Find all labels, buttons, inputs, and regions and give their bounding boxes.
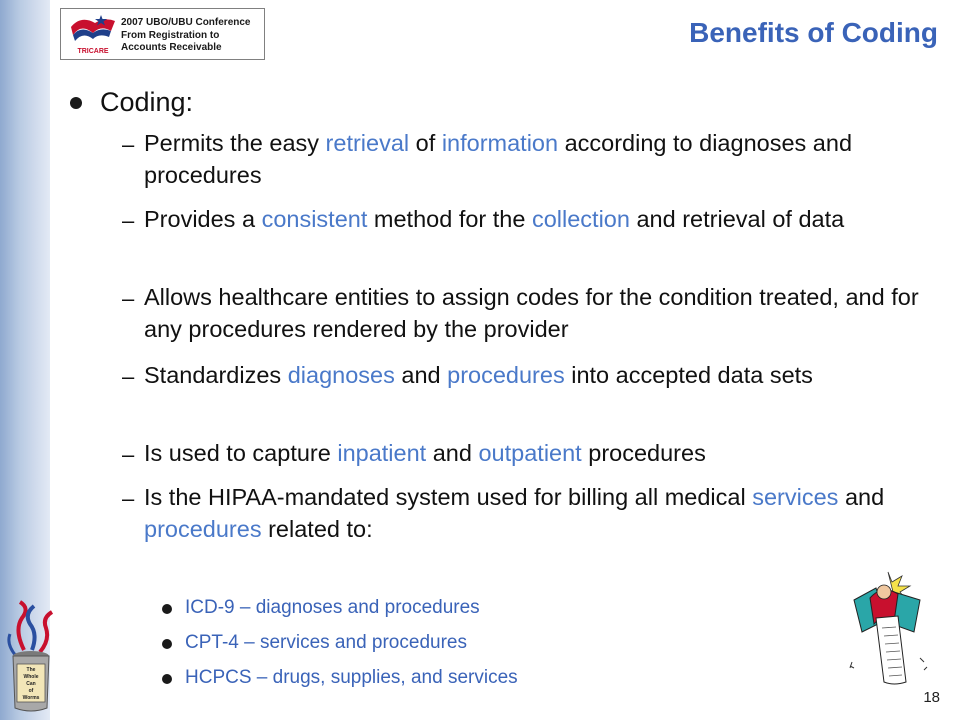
page-number: 18 (923, 689, 940, 706)
dash-marker: – (122, 486, 135, 511)
highlighted-term: consistent (261, 206, 368, 232)
dash-marker: – (122, 442, 135, 467)
highlighted-term: diagnoses (287, 362, 395, 388)
item-text: of (409, 130, 442, 156)
conference-line: From Registration to (121, 29, 220, 41)
item-text: and (426, 440, 479, 466)
long-list-clipart (836, 570, 936, 688)
benefit-item (144, 359, 934, 391)
conference-line: Accounts Receivable (121, 42, 222, 53)
highlighted-term: outpatient (478, 440, 582, 466)
can-label-text: Whole (23, 674, 39, 680)
highlighted-term: retrieval (325, 130, 410, 156)
code-set-item: ICD-9 – diagnoses and procedures (185, 597, 480, 618)
highlighted-term: inpatient (337, 440, 427, 466)
highlighted-term: procedures (144, 516, 262, 542)
sub-bullet-icon (162, 639, 172, 649)
code-set-item: HCPCS – drugs, supplies, and services (185, 667, 518, 688)
benefit-item (144, 281, 934, 345)
conference-info (121, 17, 263, 55)
code-set-item: CPT-4 – services and procedures (185, 632, 467, 653)
benefit-item (144, 127, 934, 191)
benefit-item (144, 437, 934, 469)
highlighted-term: procedures (447, 362, 565, 388)
main-heading: Coding: (100, 87, 194, 117)
can-label-text: Worms (22, 695, 40, 701)
item-text: according to diagnoses and procedures (144, 130, 853, 188)
dash-marker: – (122, 208, 135, 233)
benefit-item (144, 203, 934, 235)
item-text: method for the (367, 206, 532, 232)
item-text: and (838, 484, 885, 510)
svg-text:TRICARE: TRICARE (77, 48, 109, 55)
benefit-item (144, 481, 934, 545)
item-text: Standardizes (144, 362, 288, 388)
can-label-text: of (28, 688, 34, 694)
item-text: Permits the easy (144, 130, 326, 156)
can-label-text: The (26, 667, 36, 673)
bullet-icon (70, 97, 82, 109)
item-text: into accepted data sets (564, 362, 813, 388)
dash-marker: – (122, 286, 135, 311)
conference-header-box (60, 8, 265, 60)
item-text: procedures (581, 440, 706, 466)
item-text: Provides a (144, 206, 262, 232)
item-text: Is used to capture (144, 440, 338, 466)
tricare-logo (65, 13, 121, 57)
highlighted-term: services (752, 484, 839, 510)
item-text: and (394, 362, 448, 388)
item-text: related to: (261, 516, 373, 542)
dash-marker: – (122, 132, 135, 157)
item-text: and retrieval of data (629, 206, 845, 232)
item-text: Allows healthcare entities to assign codes for the condition treated, and for any procedures rendered by the provider (144, 284, 919, 342)
conference-line: 2007 UBO/UBU Conference (121, 17, 251, 28)
highlighted-term: information (441, 130, 559, 156)
sub-bullet-icon (162, 674, 172, 684)
sub-bullet-icon (162, 604, 172, 614)
dash-marker: – (122, 364, 135, 389)
slide-title: Benefits of Coding (689, 17, 938, 48)
can-label-text: Can (26, 681, 36, 687)
item-text: Is the HIPAA-mandated system used for billing all medical (144, 484, 753, 510)
highlighted-term: collection (531, 206, 630, 232)
can-of-worms-clipart (4, 600, 56, 716)
